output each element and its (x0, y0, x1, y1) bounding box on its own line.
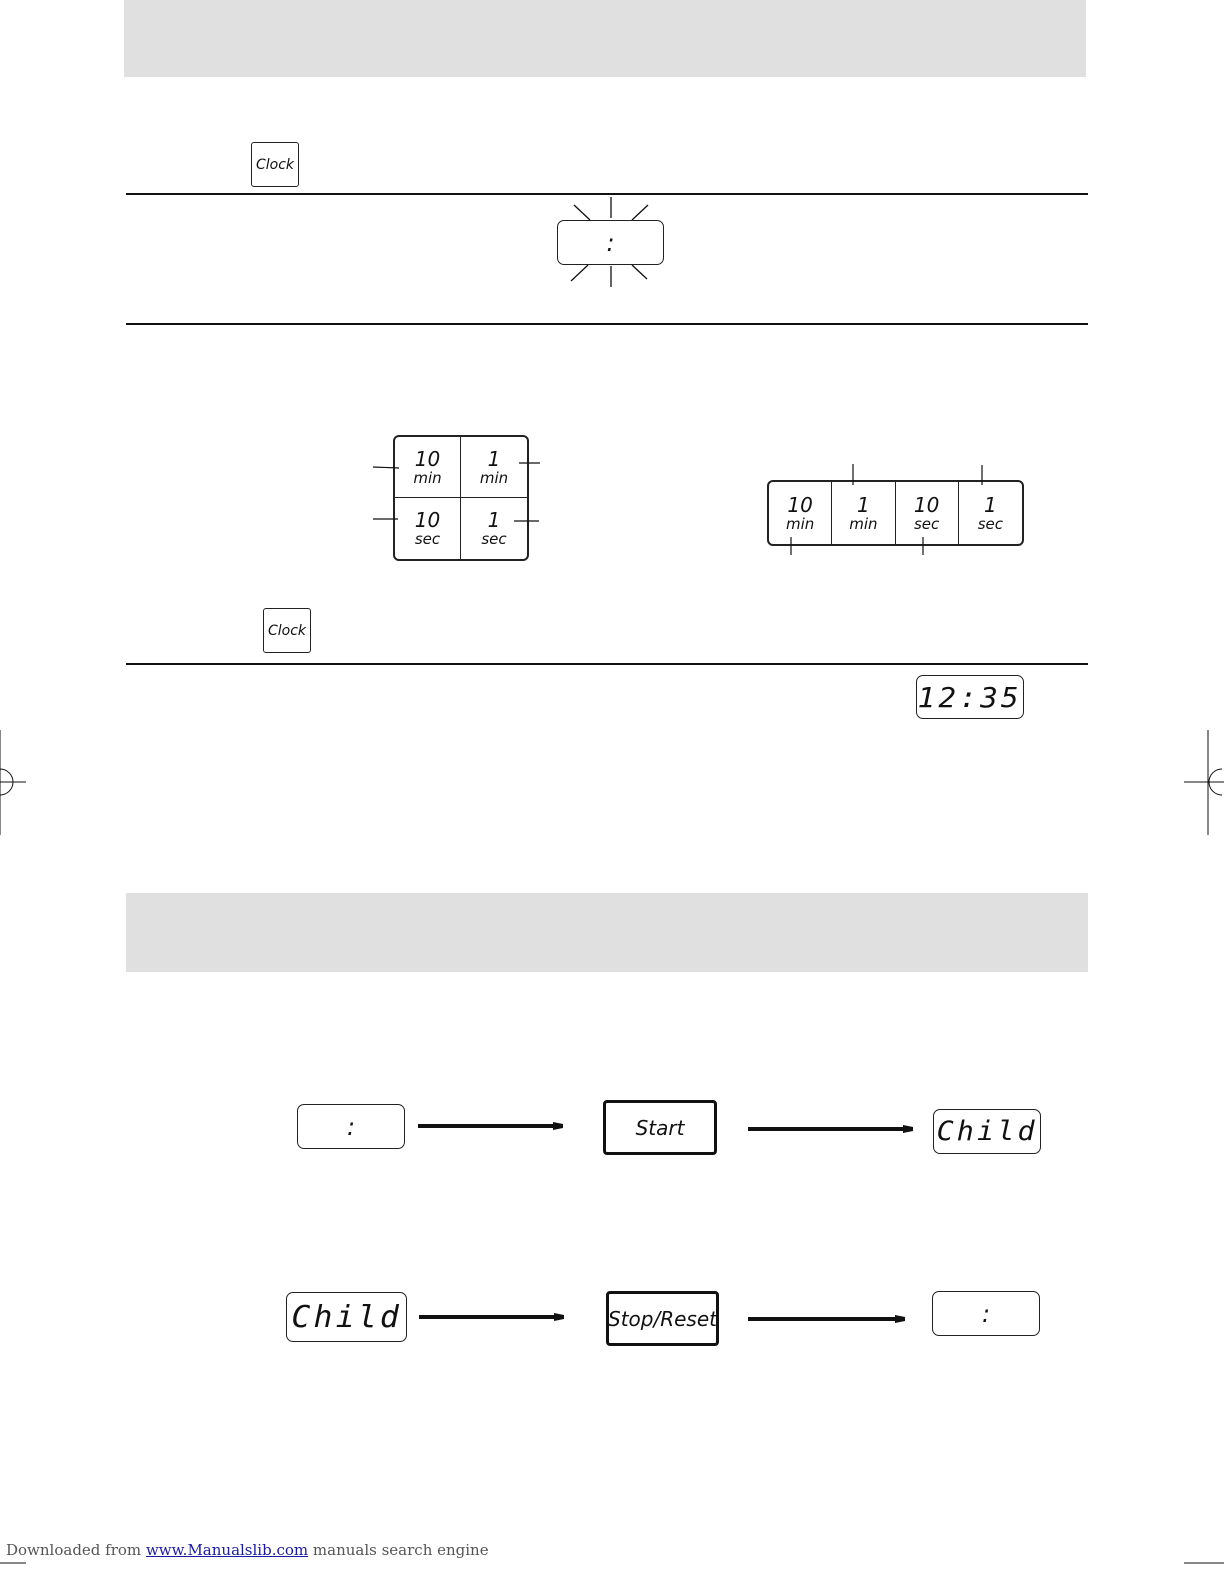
sequence-arrows (418, 1126, 912, 1319)
key-unit: min (849, 514, 878, 533)
footer-suffix: manuals search engine (312, 1541, 489, 1559)
key-number: 1 (487, 508, 501, 532)
clock-key[interactable]: Clock (263, 608, 311, 653)
time-display-text: 12:35 (917, 680, 1023, 714)
blink-rays (571, 197, 648, 287)
display-colon: : (346, 1112, 356, 1141)
key-unit: sec (481, 530, 507, 548)
key-number: 1 (857, 492, 870, 517)
key-number: 1 (487, 446, 501, 471)
key-number: 10 (414, 508, 441, 532)
key-number: 10 (787, 492, 813, 517)
key-number: 10 (913, 492, 940, 517)
download-footer (6, 1541, 489, 1559)
key-unit: min (785, 514, 815, 533)
key-unit: min (479, 468, 509, 487)
key-unit: sec (977, 514, 1004, 533)
manualslib-link[interactable]: www.Manualslib.com (145, 1541, 309, 1559)
display-colon: : (606, 228, 615, 257)
clock-key[interactable]: Clock (251, 142, 299, 187)
key-unit: sec (414, 530, 441, 548)
child-display-text: Child (936, 1116, 1038, 1147)
registration-marks (0, 730, 1224, 1563)
callout-lines (373, 463, 982, 555)
child-display-text: Child (291, 1299, 402, 1335)
footer-prefix: Downloaded from (6, 1541, 142, 1559)
key-number: 1 (984, 492, 997, 517)
stop-reset-button[interactable]: Stop/Reset (606, 1291, 719, 1346)
display-colon: : (981, 1299, 991, 1328)
key-unit: min (413, 468, 442, 487)
start-button[interactable]: Start (603, 1100, 717, 1155)
key-unit: sec (913, 514, 940, 533)
key-number: 10 (414, 446, 441, 471)
